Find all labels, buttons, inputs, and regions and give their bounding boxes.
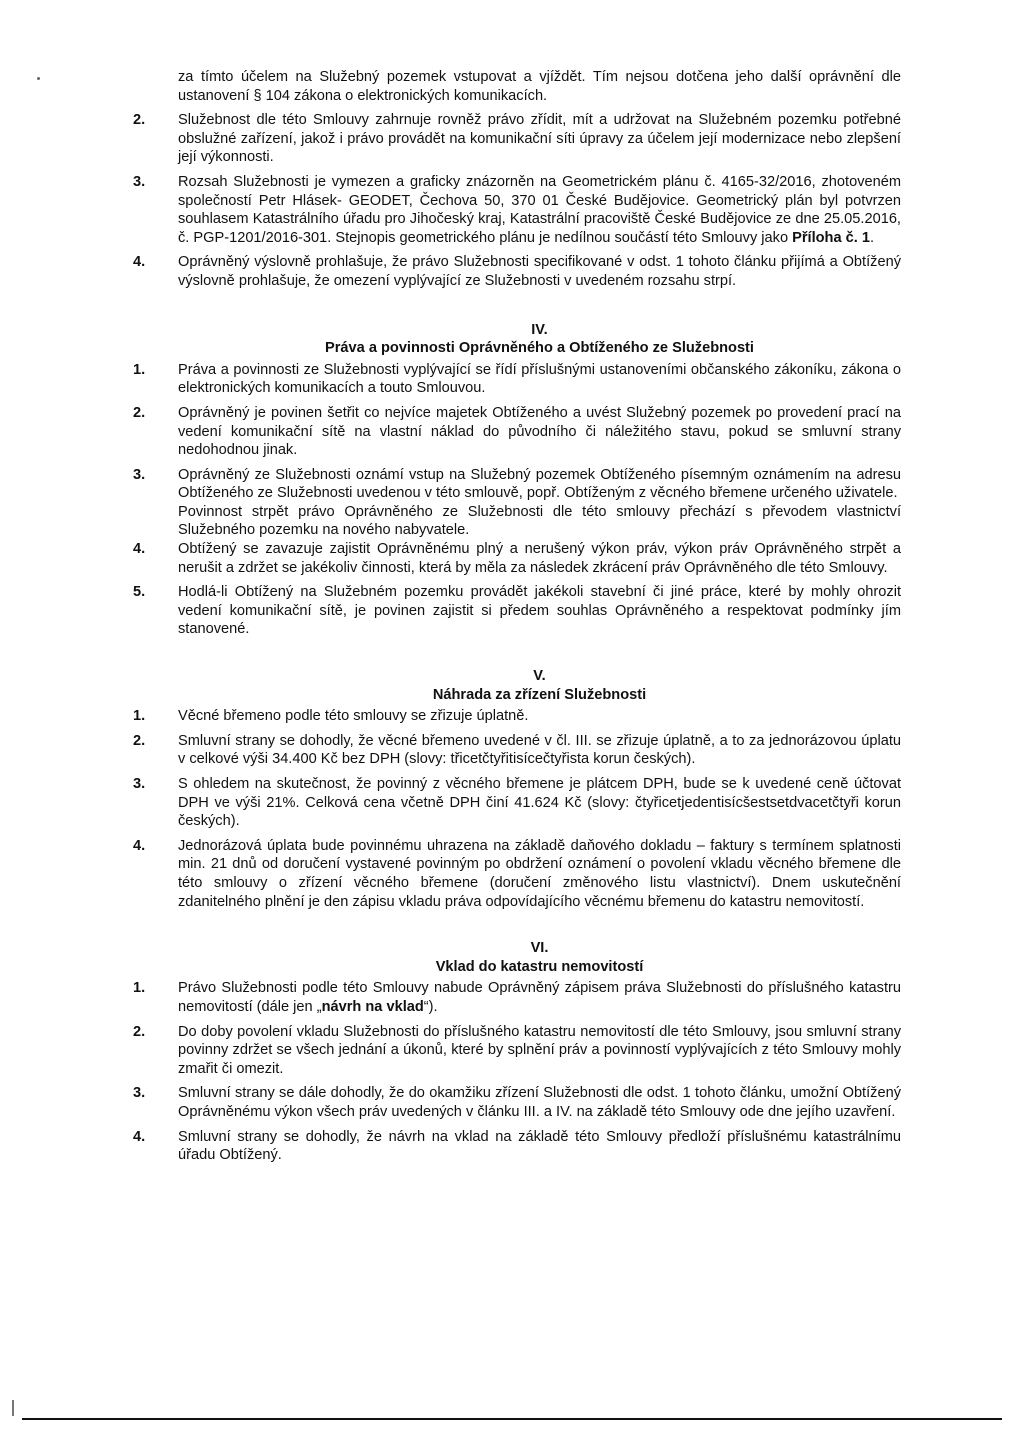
clause-number: 2. (133, 1023, 146, 1040)
clause-text: Oprávněný výslovně prohlašuje, že právo Služebnosti specifikované v odst. 1 tohoto článku přijímá a Obtížený výslovně prohlašuje, že omezení vyplývající ze Služebnosti v uvedeném rozsahu strpí. (178, 254, 901, 289)
clause-text: Smluvní strany se dále dohodly, že do okamžiku zřízení Služebnosti dle odst. 1 tohoto článku, umožní Obtížený Oprávněnému výkon všech práv uvedených v článku III. a IV. na základě této Smlouvy ode dne jejího uzavření. (178, 1085, 901, 1120)
clause-text: Právo Služebnosti podle této Smlouvy nabude Oprávněný zápisem práva Služebnosti do příslušného katastru nemovitostí (dále jen „ (178, 980, 901, 1015)
clause-text-end: “). (423, 998, 438, 1015)
clause-3-2 (133, 111, 901, 167)
intro-paragraph: za tímto účelem na Služebný pozemek vstupovat a vjíždět. Tím nejsou dotčena jeho další oprávnění dle ustanovení § 104 zákona o elektronických komunikacích. (178, 69, 901, 104)
clause-number: 4. (133, 254, 146, 271)
clause-number: 3. (133, 776, 146, 792)
section-4-list (133, 361, 901, 639)
clause-number: 2. (133, 112, 146, 129)
clause-4-3 (133, 466, 901, 503)
clause-6-3 (133, 1084, 901, 1121)
clause-text: Smluvní strany se dohodly, že návrh na vklad na základě této Smlouvy předloží příslušnému katastrálnímu úřadu Obtížený. (178, 1128, 901, 1164)
clause-text: Věcné břemeno podle této smlouvy se zřizuje úplatně. (178, 708, 529, 725)
clause-number: 3. (133, 1085, 146, 1102)
scan-speck (37, 77, 40, 80)
document-page (133, 68, 901, 1165)
clause-5-1 (133, 707, 901, 726)
clause-text: Služebnost dle této Smlouvy zahrnuje rovněž právo zřídit, mít a udržovat na Služebném pozemku potřebné obslužné zařízení, jakož i právo provádět na komunikační síti úpravy za účelem její modernizace nebo zlepšení její výkonnosti. (178, 112, 901, 166)
clause-4-1 (133, 361, 901, 398)
article-6-title: Vklad do katastru nemovitostí (435, 958, 644, 975)
clause-number: 5. (133, 584, 146, 601)
section-3-list (133, 111, 901, 290)
section-5-list (133, 707, 901, 911)
article-4-title: Práva a povinnosti Oprávněného a Obtíženého ze Služebnosti (325, 340, 754, 357)
clause-4-3-continuation: Povinnost strpět právo Oprávněného ze Služebnosti dle této smlouvy přechází s převodem vlastnictví Služebného pozemku na nového nabyvatele. (178, 503, 901, 539)
clause-number: 1. (133, 980, 146, 997)
clause-3-4 (133, 253, 901, 290)
clause-4-4 (133, 540, 901, 577)
defined-term: návrh na vklad (321, 998, 424, 1015)
clause-text: Do doby povolení vkladu Služebnosti do příslušného katastru nemovitostí dle této Smlouvy, jsou smluvní strany povinny zdržet se všech jednání a úkonů, které by splnění práv a povinností vyplývajících z této Smlouvy mohly zmařit či omezit. (178, 1023, 901, 1077)
clause-6-4 (133, 1128, 901, 1165)
clause-number: 3. (133, 466, 146, 483)
section-6-list (133, 979, 901, 1164)
clause-text: Rozsah Služebnosti je vymezen a graficky znázorněn na Geometrickém plánu č. 4165-32/2016, zhotoveném společností Petr Hlásek- GEODET, Čechova 50, 370 01 České Budějovice. Geometrický plán byl potvrzen souhlasem Katastrálního úřadu pro Jihočeský kraj, Katastrální pracoviště České Budějovice ze dne 25.05.2016, č. PGP-1201/2016-301. Stejnopis geometrického plánu je nedílnou součástí této Smlouvy jako (178, 173, 901, 246)
clause-6-2 (133, 1023, 901, 1079)
article-5-title: Náhrada za zřízení Služebnosti (432, 686, 647, 703)
attachment-reference: Příloha č. 1 (792, 229, 870, 246)
clause-number: 4. (133, 837, 146, 854)
clause-text: Oprávněný ze Služebnosti oznámí vstup na Služebný pozemek Obtíženého písemným oznámením na adresu Obtíženého ze Služebnosti uvedenou v této smlouvě, popř. Obtíženým z věcného břemene určeného uživatele. (178, 466, 901, 502)
clause-text: Práva a povinnosti ze Služebnosti vyplývající se řídí příslušnými ustanoveními občanského zákoníku, zákona o elektronických komunikacích a touto Smlouvou. (178, 361, 901, 397)
clause-number: 1. (133, 708, 146, 725)
clause-5-4 (133, 837, 901, 911)
clause-number: 1. (133, 361, 146, 378)
clause-4-5 (133, 583, 901, 639)
clause-text-end: . (870, 229, 875, 246)
clause-text: Obtížený se zavazuje zajistit Oprávněnému plný a nerušený výkon práv, výkon práv Oprávněného strpět a nerušit a zdržet se jakékoliv činnosti, která by měla za následek zkrácení práv Oprávněného dle této Smlouvy. (178, 541, 901, 576)
clause-number: 2. (133, 404, 146, 421)
article-4-number: IV. (531, 321, 548, 338)
clause-number: 3. (133, 173, 146, 190)
clause-text: Jednorázová úplata bude povinnému uhrazena na základě daňového dokladu – faktury s termínem splatnosti min. 21 dnů od doručení vystavené povinným po obdržení oznámení o povolení vkladu věcného břemene dle této smlouvy o zřízení věcného břemene (doručení změnového listu vlastnictví). Dnem uskutečnění zdanitelného plnění je den zápisu vkladu práva odpovídajícího věcnému břemenu do katastru nemovitostí. (178, 837, 901, 910)
clause-text: Smluvní strany se dohodly, že věcné břemeno uvedené v čl. III. se zřizuje úplatně, a to za jednorázovou úplatu v celkové výši 34.400 Kč bez DPH (slovy: třicetčtyřitisícečtyřista korun českých). (178, 732, 901, 768)
clause-number: 2. (133, 732, 146, 749)
article-5-number: V. (533, 668, 546, 685)
clause-5-2 (133, 732, 901, 769)
clause-number: 4. (133, 1128, 146, 1145)
clause-number: 4. (133, 541, 146, 558)
clause-5-3 (133, 775, 901, 831)
clause-text: Oprávněný je povinen šetřit co nejvíce majetek Obtíženého a uvést Služebný pozemek po provedení prací na vedení komunikační sítě na vlastní náklad do původního či náležitého stavu, pokud se smluvní strany nedohodnou jinak. (178, 404, 901, 459)
article-6-number: VI. (530, 940, 549, 957)
clause-text: Hodlá-li Obtížený na Služebném pozemku provádět jakékoli stavební či jiné práce, které by mohly ohrozit vedení komunikační sítě, je povinen zajistit si předem souhlas Oprávněného a respektovat podmínky jím stanovené. (178, 584, 901, 638)
clause-6-1 (133, 979, 901, 1016)
clause-4-2 (133, 404, 901, 460)
clause-3-3 (133, 173, 901, 247)
scan-edge-mark (12, 1400, 14, 1416)
footer-rule (22, 1418, 1002, 1420)
clause-text: S ohledem na skutečnost, že povinný z věcného břemene je plátcem DPH, bude se k uvedené ceně účtovat DPH ve výši 21%. Celková cena včetně DPH činí 41.624 Kč (slovy: čtyřicetjedentisícšestsetdvacetčtyři korun českých). (178, 776, 901, 830)
